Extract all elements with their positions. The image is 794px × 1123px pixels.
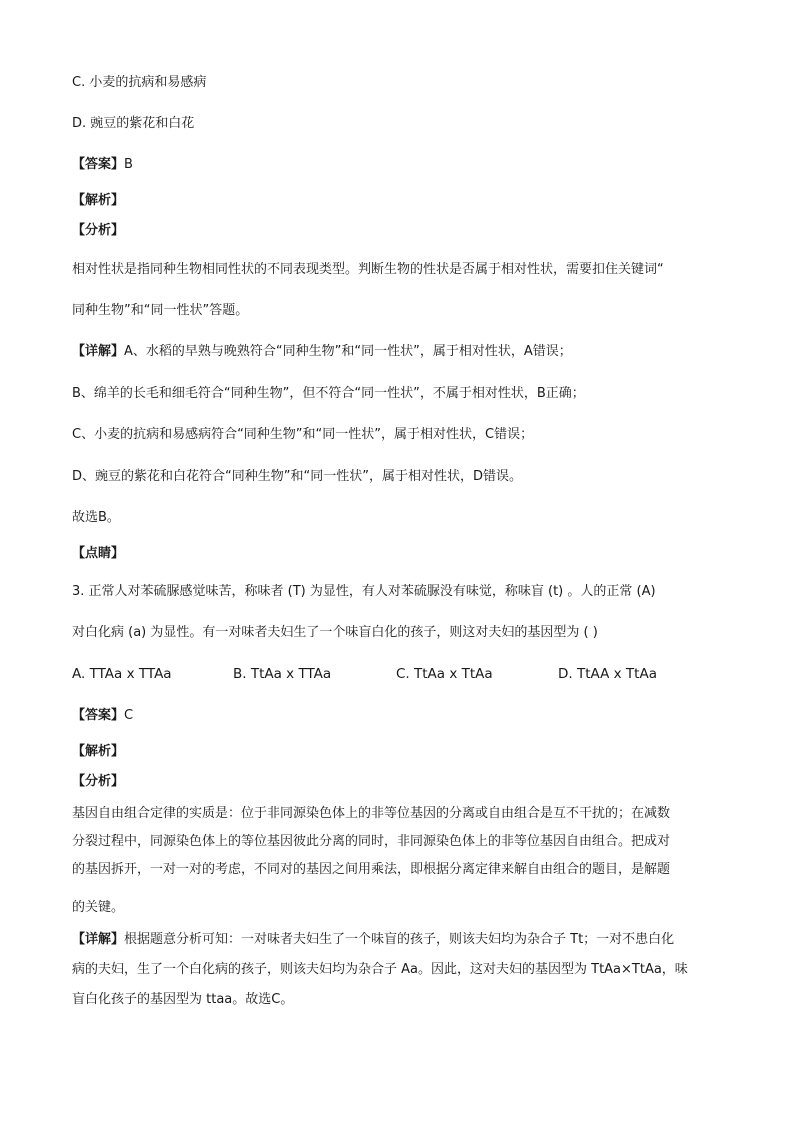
fenxi-tag: 【分析】 xyxy=(72,223,125,238)
detail-d: D、豌豆的紫花和白花符合“同种生物”和“同一性状”，属于相对性状，D错误。 xyxy=(72,469,522,484)
option-c: C. 小麦的抗病和易感病 xyxy=(72,75,207,90)
q3-fenxi-line: 的基因拆开，一对一对的考虑，不同对的基因之间用乘法，即根据分离定律来解自由组合的题目，是解题 xyxy=(72,862,671,877)
q3-detail-tag: 【详解】 xyxy=(72,932,125,947)
q3-fenxi-line: 分裂过程中，同源染色体上的等位基因彼此分离的同时，非同源染色体上的非等位基因自由组合。把成对 xyxy=(72,834,671,849)
fenxi-line-2: 同种生物”和“同一性状”答题。 xyxy=(72,303,249,318)
q3-option-a: A. TTAa x TTAa xyxy=(72,666,172,682)
answer-tag: 【答案】 xyxy=(72,157,125,172)
detail-a-line xyxy=(72,343,572,361)
q3-detail-line-3: 盲白化孩子的基因型为 ttaa。故选C。 xyxy=(72,992,294,1007)
q3-analysis-tag: 【解析】 xyxy=(72,744,125,759)
conclusion: 故选B。 xyxy=(72,510,120,525)
q3-answer-value: C xyxy=(124,708,134,723)
q3-fenxi-tag: 【分析】 xyxy=(72,774,125,789)
analysis-tag: 【解析】 xyxy=(72,193,125,208)
q3-detail-line-2: 病的夫妇，生了一个白化病的孩子，则该夫妇均为杂合子 Aa。因此，这对夫妇的基因型为 TtAa×TtAa，味 xyxy=(72,962,688,977)
q3-stem-line-2: 对白化病 (a) 为显性。有一对味者夫妇生了一个味盲白化的孩子，则这对夫妇的基因型为 ( ) xyxy=(72,625,598,640)
q3-fenxi-line: 的关键。 xyxy=(72,900,125,915)
option-d: D. 豌豆的紫花和白花 xyxy=(72,116,195,131)
detail-c: C、小麦的抗病和易感病符合“同种生物”和“同一性状”，属于相对性状，C错误； xyxy=(72,427,534,442)
q3-detail-line-1 xyxy=(72,931,674,949)
q3-option-d: D. TtAA x TtAa xyxy=(558,666,657,682)
q3-option-c: C. TtAa x TtAa xyxy=(396,666,493,682)
detail-tag: 【详解】 xyxy=(72,344,125,359)
q3-stem-line-1: 3. 正常人对苯硫脲感觉味苦，称味者 (T) 为显性，有人对苯硫脲没有味觉，称味盲 (t) 。人的正常 (A) xyxy=(72,584,656,599)
detail-a: A、水稻的早熟与晚熟符合“同种生物”和“同一性状”，属于相对性状，A错误； xyxy=(124,344,572,359)
q3-answer-line xyxy=(72,707,133,725)
q3-answer-tag: 【答案】 xyxy=(72,708,125,723)
answer-value: B xyxy=(124,157,133,172)
answer-line xyxy=(72,156,133,174)
q3-option-b: B. TtAa x TTAa xyxy=(233,666,332,682)
fenxi-line-1: 相对性状是指同种生物相同性状的不同表现类型。判断生物的性状是否属于相对性状，需要扣住关键词“ xyxy=(72,262,664,277)
q3-fenxi-line: 基因自由组合定律的实质是：位于非同源染色体上的非等位基因的分离或自由组合是互不干扰的；在减数 xyxy=(72,806,671,821)
dianjing-tag: 【点睛】 xyxy=(72,546,125,561)
detail-b: B、绵羊的长毛和细毛符合“同种生物”，但不符合“同一性状”，不属于相对性状，B正确； xyxy=(72,386,585,401)
q3-detail-text: 根据题意分析可知：一对味者夫妇生了一个味盲的孩子，则该夫妇均为杂合子 Tt；一对不患白化 xyxy=(124,932,675,947)
